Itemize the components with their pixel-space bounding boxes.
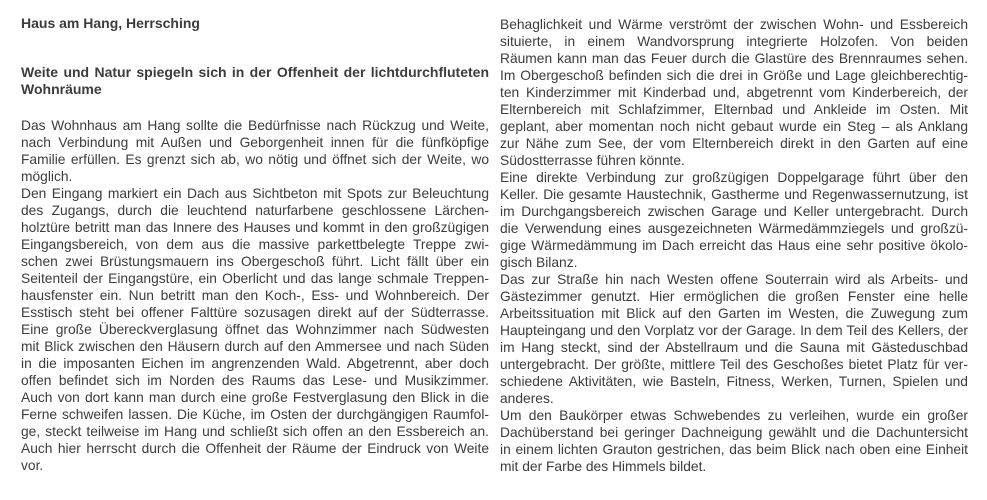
- text-line: hausfenster ein. Nun betritt man den Koch-, Ess- und Wohnbereich. Der: [21, 288, 489, 303]
- text-line: ten Kinderzimmer mit Kinderbad und, abgetrennt vom Kinderbereich, der: [500, 85, 968, 100]
- paragraph: [21, 117, 489, 185]
- text-line: Um den Baukörper etwas Schwebendes zu verleihen, wurde ein großer: [500, 408, 968, 423]
- text-line: Wohnräume: [21, 81, 102, 97]
- text-line: holztüre betritt man das Innere des Hauses und kommt in den großzügigen: [21, 220, 489, 235]
- text-line: geplant, aber momentan noch nicht gebaut wurde ein Steg – als Anklang: [500, 119, 968, 134]
- paragraph: [500, 407, 968, 475]
- text-line: Auch hier herrscht durch die Offenheit der Räume der Eindruck von Weite: [21, 441, 489, 456]
- text-line: situierte, in einem Wandvorsprung integrierte Holzofen. Von beiden: [500, 34, 968, 49]
- text-line: zur Nähe zum See, der vom Elternbereich direkt in den Garten auf eine: [500, 136, 968, 151]
- left-column: [21, 15, 489, 500]
- text-line: Seitenteil der Eingangstüre, ein Oberlicht und das lange schmale Treppen-: [21, 271, 489, 286]
- text-line: möglich.: [21, 169, 73, 184]
- text-line: Weite und Natur spiegeln sich in der Offenheit der lichtdurchfluteten: [21, 64, 489, 80]
- text-line: Esstisch steht bei offener Falttüre sozusagen direkt auf der Südterrasse.: [21, 305, 489, 320]
- text-line: Räumen kann man das Feuer durch die Glastüre des Brennraumes sehen.: [500, 51, 968, 66]
- paragraph: [500, 169, 968, 271]
- text-line: in die imposanten Eichen im angrenzenden Wald. Abgetrennt, aber doch: [21, 356, 489, 371]
- text-line: Familie erfüllen. Es grenzt sich ab, wo nötig und öffnet sich der Weite, wo: [21, 152, 489, 167]
- text-line: Dachüberstand bei geringer Dachneigung gewählt und die Dachuntersicht: [500, 425, 968, 440]
- text-line: gige Wärmedämmung im Dach erreicht das Haus eine sehr positive ökolo-: [500, 238, 968, 253]
- text-line: im Durchgangsbereich zwischen Garage und Keller untergebracht. Durch: [500, 204, 968, 219]
- text-line: Südostterrasse führen könnte.: [500, 153, 685, 168]
- text-line: Arbeitssituation mit Blick auf den Garten im Westen, die Zuwegung zum: [500, 306, 968, 321]
- text-line: untergebracht. Der größte, mittlere Teil des Geschoßes bietet Platz für ver-: [500, 357, 968, 372]
- page-subtitle: [21, 64, 489, 98]
- paragraph: [500, 271, 968, 407]
- text-line: Auch von dort kann man durch eine große Festverglasung den Blick in die: [21, 390, 489, 405]
- text-line: Ferne schweifen lassen. Die Küche, im Osten der durchgängigen Raumfol-: [21, 407, 489, 422]
- text-line: des Zugangs, durch die leuchtend naturfarbene geschlossene Lärchen-: [21, 203, 489, 218]
- text-line: offen befindet sich im Norden des Raums das Lese- und Musikzimmer.: [21, 373, 489, 388]
- text-line: anderes.: [500, 391, 554, 406]
- text-line: gisch Bilanz.: [500, 255, 578, 270]
- text-line: Keller. Die gesamte Haustechnik, Gastherme und Regenwassernutzung, ist: [500, 187, 968, 202]
- text-line: mit Blick zwischen den Häusern durch auf den Ammersee und nach Süden: [21, 339, 489, 354]
- text-line: Haupteingang und den Vorplatz vor der Garage. In dem Teil des Kellers, der: [500, 323, 968, 338]
- paragraph: [500, 16, 968, 169]
- text-line: ge, steckt teilweise im Hang und schließt sich offen an den Essbereich an.: [21, 424, 489, 439]
- right-column: [500, 15, 968, 500]
- text-line: Behaglichkeit und Wärme verströmt der zwischen Wohn- und Essbereich: [500, 17, 968, 32]
- text-line: im Hang steckt, sind der Abstellraum und die Sauna mit Gästeduschbad: [500, 340, 968, 355]
- text-line: Eingangsbereich, von dem aus die massive parkettbelegte Treppe zwi-: [21, 237, 489, 252]
- left-column-text: [21, 117, 489, 474]
- text-line: die Verwendung eines ausgezeichneten Wärmedämmziegels und großzü-: [500, 221, 968, 236]
- text-line: nach Verbindung mit Außen und Geborgenheit innen für die fünfköpfige: [21, 135, 489, 150]
- text-line: vor.: [21, 458, 44, 473]
- text-line: Im Obergeschoß befinden sich die drei in Größe und Lage gleichberechtig-: [500, 68, 968, 83]
- text-line: Das Wohnhaus am Hang sollte die Bedürfnisse nach Rückzug und Weite,: [21, 118, 489, 133]
- text-line: mit der Farbe des Himmels bildet.: [500, 459, 707, 474]
- text-line: Elternbereich mit Schlafzimmer, Elternbad und Ankleide im Osten. Mit: [500, 102, 968, 117]
- right-column-text: [500, 16, 968, 475]
- paragraph: [21, 185, 489, 474]
- text-line: Gästezimmer genutzt. Hier ermöglichen die großen Fenster eine helle: [500, 289, 968, 304]
- text-line: Eine große Übereckverglasung öffnet das Wohnzimmer nach Südwesten: [21, 322, 489, 337]
- text-line: in einem lichten Grauton gestrichen, das beim Blick nach oben eine Einheit: [500, 442, 968, 457]
- text-line: schiedene Aktivitäten, wie Basteln, Fitness, Werken, Turnen, Spielen und: [500, 374, 968, 389]
- text-line: Eine direkte Verbindung zur großzügigen Doppelgarage führt über den: [500, 170, 968, 185]
- text-line: schen zwei Brüstungsmauern ins Obergeschoß führt. Licht fällt über ein: [21, 254, 489, 269]
- page-title: Haus am Hang, Herrsching: [21, 15, 200, 31]
- text-line: Den Eingang markiert ein Dach aus Sichtbeton mit Spots zur Beleuchtung: [21, 186, 489, 201]
- text-line: Das zur Straße hin nach Westen offene Souterrain wird als Arbeits- und: [500, 272, 968, 287]
